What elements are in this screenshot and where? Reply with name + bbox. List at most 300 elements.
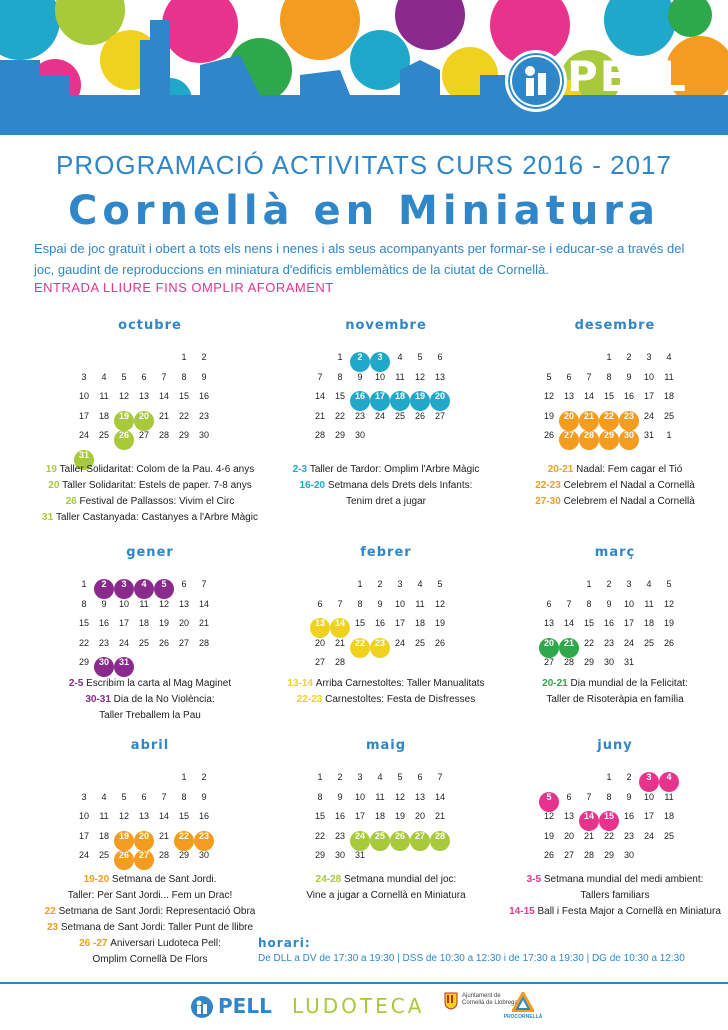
highlighted-day: 28	[430, 831, 450, 851]
event-line	[40, 676, 260, 692]
highlighted-day: 3	[639, 772, 659, 792]
month-events	[276, 462, 496, 510]
calendar-day: 18	[98, 410, 109, 421]
procornella-text: PROCORNELLÀ	[503, 1014, 543, 1020]
calendar-day: 9	[377, 598, 383, 609]
highlighted-day: 19	[114, 411, 134, 431]
calendar-day: 22	[583, 637, 594, 648]
event-line	[276, 872, 496, 888]
event-line	[40, 478, 260, 494]
event-text: Aniversari Ludoteca Pell:	[110, 938, 221, 949]
calendar-day: 29	[583, 657, 594, 667]
calendar-day: 19	[394, 811, 405, 821]
calendar-day: 9	[626, 791, 632, 802]
calendar-day: 1	[81, 579, 87, 589]
calendar-day: 1	[586, 579, 592, 589]
calendar-day: 10	[374, 371, 385, 382]
calendar-day: 6	[566, 371, 572, 382]
calendar-day: 17	[394, 618, 405, 628]
calendar-day: 15	[78, 618, 89, 628]
highlighted-day: 20	[539, 638, 559, 658]
calendar-day: 26	[663, 637, 674, 648]
event-date: 22-23	[296, 694, 326, 705]
highlighted-day: 27	[410, 831, 430, 851]
calendar-day: 16	[623, 391, 634, 401]
pell-small-icon	[190, 995, 214, 1019]
calendar-day: 9	[201, 791, 207, 802]
event-text: Setmana mundial del joc:	[344, 874, 457, 885]
calendar-day: 15	[354, 618, 365, 628]
procornella-triangle-icon	[512, 992, 534, 1012]
highlighted-day: 20	[134, 411, 154, 431]
month-events	[505, 676, 725, 708]
calendar-day: 18	[98, 830, 109, 841]
highlighted-day: 20	[430, 391, 450, 411]
calendar-day: 10	[118, 598, 129, 609]
event-line	[276, 692, 496, 708]
calendar-day: 3	[646, 352, 652, 362]
highlighted-day: 29	[599, 430, 619, 450]
ajuntament-line1: Ajuntament de	[462, 993, 501, 999]
highlighted-day: 21	[579, 411, 599, 431]
highlighted-day: 4	[659, 772, 679, 792]
highlighted-day: 30	[94, 657, 114, 677]
event-text: Taller Solidaritat: Estels de paper. 7-8 anys	[62, 480, 252, 491]
calendar-day: 18	[414, 618, 425, 628]
event-line	[276, 676, 496, 692]
calendar-day: 13	[543, 618, 554, 628]
calendar-day: 15	[583, 618, 594, 628]
calendar-day: 17	[354, 811, 365, 821]
highlighted-day: 5	[539, 792, 559, 812]
calendar-day: 19	[663, 618, 674, 628]
calendar-day: 29	[178, 850, 189, 860]
event-date: 20-21	[547, 464, 577, 475]
calendar-day: 29	[178, 430, 189, 440]
calendar-day: 5	[546, 371, 552, 382]
calendar-day: 29	[78, 657, 89, 667]
calendar-day: 26	[158, 637, 169, 648]
calendar-day: 10	[643, 791, 654, 802]
calendar-day: 5	[417, 352, 423, 362]
highlighted-day: 3	[370, 352, 390, 372]
calendar-day: 24	[78, 850, 89, 860]
calendar-day: 5	[437, 579, 443, 589]
calendar-day: 3	[81, 791, 87, 802]
calendar-day: 4	[101, 791, 107, 802]
calendar-day: 9	[606, 598, 612, 609]
calendar-day: 1	[317, 772, 323, 782]
event-text: Setmana de Sant Jordi: Representació Obra	[58, 906, 256, 917]
calendar-day: 30	[603, 657, 614, 667]
calendar-day: 10	[354, 791, 365, 802]
calendar-day: 24	[643, 830, 654, 841]
highlighted-day: 22	[350, 638, 370, 658]
calendar-day: 7	[566, 598, 572, 609]
event-date: 3-5	[526, 874, 544, 885]
event-line	[505, 872, 725, 888]
calendar-day: 1	[181, 772, 187, 782]
month-events	[276, 872, 496, 904]
calendar-day: 25	[98, 430, 109, 440]
calendar-day: 8	[81, 598, 87, 609]
calendar-day: 23	[623, 830, 634, 841]
calendar-day: 1	[357, 579, 363, 589]
calendar-day: 7	[161, 371, 167, 382]
calendar-day: 12	[118, 391, 129, 401]
calendar-day: 10	[78, 811, 89, 821]
event-line	[276, 478, 496, 494]
calendar-day: 22	[334, 410, 345, 421]
calendar-day: 15	[178, 391, 189, 401]
event-text: Setmana mundial del medi ambient:	[543, 874, 704, 885]
calendar-day: 7	[161, 791, 167, 802]
event-text: Festival de Pallassos: Vivim el Circ	[79, 496, 235, 507]
event-text: Taller: Per Sant Jordi... Fem un Drac!	[67, 890, 233, 901]
calendar-day: 17	[78, 410, 89, 421]
event-text: Tallers familiars	[580, 890, 650, 901]
event-date: 26 -27	[79, 938, 111, 949]
highlighted-day: 22	[174, 831, 194, 851]
calendar-day: 6	[141, 791, 147, 802]
highlighted-day: 23	[619, 411, 639, 431]
event-date: 26	[65, 496, 80, 507]
calendar-day: 31	[643, 430, 654, 440]
calendar-day: 3	[357, 772, 363, 782]
horari-text: De DLL a DV de 17:30 a 19:30 | DSS de 10:30 a 12:30 i de 17:30 a 19:30 | DG de 10:30 a 12:30	[258, 953, 685, 964]
calendar-day: 25	[98, 850, 109, 860]
highlighted-day: 23	[194, 831, 214, 851]
calendar-day: 11	[375, 791, 385, 802]
event-line	[40, 494, 260, 510]
calendar-day: 23	[334, 830, 345, 841]
calendar-day: 5	[121, 791, 127, 802]
calendar-day: 25	[138, 637, 149, 648]
calendar-day: 14	[198, 598, 209, 609]
calendar-day: 11	[99, 811, 109, 821]
event-date: 23	[46, 922, 61, 933]
month-name: desembre	[574, 318, 656, 333]
calendar-day: 8	[337, 371, 343, 382]
calendar-day: 30	[334, 850, 345, 860]
calendar-day: 20	[314, 637, 325, 648]
event-text: Tenim dret a jugar	[345, 496, 427, 507]
calendar-day: 19	[543, 410, 554, 421]
event-text: Nadal: Fem cagar el Tió	[576, 464, 683, 475]
calendar-day: 24	[78, 430, 89, 440]
calendar-day: 18	[663, 811, 674, 821]
calendar-day: 26	[543, 430, 554, 440]
highlighted-day: 14	[579, 811, 599, 831]
highlighted-day: 25	[370, 831, 390, 851]
event-date: 22	[44, 906, 59, 917]
calendar-day: 25	[663, 410, 674, 421]
calendar-day: 9	[357, 371, 363, 382]
highlighted-day: 26	[114, 430, 134, 450]
calendar-day: 6	[181, 579, 187, 589]
calendar-day: 31	[623, 657, 634, 667]
calendar-day: 23	[98, 637, 109, 648]
event-line	[505, 676, 725, 692]
event-line	[40, 952, 260, 968]
calendar-day: 15	[178, 811, 189, 821]
calendar-day: 11	[664, 371, 674, 382]
month-name: octubre	[118, 318, 182, 333]
calendar-day: 12	[394, 791, 405, 802]
calendar-day: 12	[543, 391, 554, 401]
event-line	[40, 936, 260, 952]
calendar-day: 21	[583, 830, 594, 841]
highlighted-day: 28	[579, 430, 599, 450]
calendar-day: 29	[603, 850, 614, 860]
page-subtitle: Cornellà en Miniatura	[67, 188, 661, 234]
event-line	[40, 920, 260, 936]
event-line	[40, 462, 260, 478]
calendar-day: 12	[158, 598, 169, 609]
calendar-day: 30	[198, 850, 209, 860]
calendar-day: 11	[99, 391, 109, 401]
event-text: Taller de Tardor: Omplim l'Arbre Màgic	[309, 464, 480, 475]
footer-pell-text: PELL	[218, 994, 272, 1018]
footer-pell-logo	[190, 992, 280, 1022]
calendar-day: 25	[414, 637, 425, 648]
event-date: 24-28	[315, 874, 345, 885]
month-name: novembre	[345, 318, 427, 333]
event-text: Omplim Cornellà De Flors	[92, 954, 208, 965]
calendar-day: 2	[606, 579, 612, 589]
event-text: Taller Castanyada: Castanyes a l'Arbre Màgic	[55, 512, 258, 523]
calendar-day: 16	[374, 618, 385, 628]
calendar-day: 28	[158, 430, 169, 440]
event-date: 13-14	[287, 678, 316, 689]
month-name: juny	[597, 738, 633, 753]
calendar-day: 25	[643, 637, 654, 648]
entrada-notice: ENTRADA LLIURE FINS OMPLIR AFORAMENT	[34, 280, 334, 295]
event-text: Setmana de Sant Jordi: Taller Punt de llibre	[60, 922, 254, 933]
calendar-day: 6	[417, 772, 423, 782]
calendar-day: 28	[583, 850, 594, 860]
calendar-day: 12	[543, 811, 554, 821]
calendar-day: 27	[138, 430, 149, 440]
month-events	[40, 462, 260, 526]
highlighted-day: 4	[134, 579, 154, 599]
calendar-day: 4	[101, 371, 107, 382]
calendar-day: 2	[377, 579, 383, 589]
calendar-day: 14	[314, 391, 325, 401]
calendar-day: 7	[586, 371, 592, 382]
calendar-day: 13	[414, 791, 425, 802]
calendar-day: 7	[437, 772, 443, 782]
calendar-day: 4	[377, 772, 383, 782]
calendar-day: 18	[663, 391, 674, 401]
calendar-day: 20	[178, 618, 189, 628]
calendar-day: 8	[606, 791, 612, 802]
event-date: 20-21	[542, 678, 571, 689]
calendar-day: 18	[138, 618, 149, 628]
event-line	[276, 888, 496, 904]
highlighted-day: 21	[559, 638, 579, 658]
calendar-day: 26	[543, 850, 554, 860]
event-date: 19	[45, 464, 60, 475]
event-date: 19-20	[83, 874, 112, 885]
calendar-day: 1	[606, 352, 612, 362]
month-events	[40, 676, 260, 724]
calendar-day: 13	[563, 811, 574, 821]
calendar-day: 8	[586, 598, 592, 609]
calendar-day: 13	[178, 598, 189, 609]
calendar-day: 2	[201, 772, 207, 782]
event-date: 27-30	[535, 496, 564, 507]
calendar-day: 1	[606, 772, 612, 782]
calendar-day: 7	[201, 579, 207, 589]
calendar-day: 10	[394, 598, 405, 609]
month-events	[505, 462, 725, 510]
event-line	[40, 692, 260, 708]
calendar-day: 7	[337, 598, 343, 609]
month-name: maig	[365, 738, 407, 753]
calendar-day: 25	[663, 830, 674, 841]
month-name: abril	[130, 738, 170, 753]
event-text: Arriba Carnestoltes: Taller Manualitats	[315, 678, 485, 689]
calendar-day: 24	[374, 410, 385, 421]
calendar-day: 19	[434, 618, 445, 628]
calendar-day: 17	[643, 811, 654, 821]
footer-divider	[0, 982, 728, 984]
calendar-day: 2	[201, 352, 207, 362]
calendar-day: 26	[414, 410, 425, 421]
calendar-day: 2	[337, 772, 343, 782]
calendar-day: 9	[201, 371, 207, 382]
calendar-day: 15	[314, 811, 325, 821]
calendar-day: 16	[603, 618, 614, 628]
calendar-day: 6	[141, 371, 147, 382]
footer-ludoteca-text: LUDOTECA	[292, 994, 425, 1018]
calendar-day: 6	[566, 791, 572, 802]
highlighted-day: 2	[350, 352, 370, 372]
calendar-day: 17	[623, 618, 634, 628]
highlighted-day: 31	[114, 657, 134, 677]
calendar-day: 21	[198, 618, 209, 628]
event-date: 20	[48, 480, 63, 491]
calendar-day: 18	[374, 811, 385, 821]
event-line	[505, 462, 725, 478]
calendar-day: 16	[198, 391, 209, 401]
calendar-day: 3	[626, 579, 632, 589]
calendar-day: 21	[434, 811, 445, 821]
ajuntament-shield-icon	[444, 992, 458, 1010]
calendar-day: 30	[623, 850, 634, 860]
calendar-day: 6	[546, 598, 552, 609]
calendar-day: 1	[666, 430, 672, 440]
calendar-day: 27	[178, 637, 189, 648]
event-text: Celebrem el Nadal a Cornellà	[563, 480, 695, 491]
highlighted-day: 16	[350, 391, 370, 411]
event-line	[40, 708, 260, 724]
calendar-day: 9	[337, 791, 343, 802]
calendar-day: 4	[666, 352, 672, 362]
page-title: PROGRAMACIÓ ACTIVITATS CURS 2016 - 2017	[56, 150, 672, 180]
ajuntament-line2: Cornellà de Llobregat	[462, 1000, 520, 1006]
event-text: Setmana dels Drets dels Infants:	[327, 480, 473, 491]
calendar-day: 11	[644, 598, 654, 609]
calendar-day: 16	[98, 618, 109, 628]
highlighted-day: 20	[134, 831, 154, 851]
calendar-day: 16	[198, 811, 209, 821]
highlighted-day: 13	[310, 618, 330, 638]
pell-logo	[505, 50, 705, 110]
calendar-day: 12	[434, 598, 445, 609]
calendar-day: 14	[583, 391, 594, 401]
calendar-day: 27	[434, 410, 445, 421]
calendar-day: 20	[414, 811, 425, 821]
highlighted-day: 2	[94, 579, 114, 599]
calendar-day: 9	[101, 598, 107, 609]
calendar-day: 21	[158, 830, 169, 841]
calendar-day: 10	[623, 598, 634, 609]
calendar-day: 5	[666, 579, 672, 589]
calendar-day: 10	[78, 391, 89, 401]
horari-title: horari:	[258, 936, 311, 950]
event-line	[40, 904, 260, 920]
calendar-day: 16	[623, 811, 634, 821]
calendar-day: 13	[563, 391, 574, 401]
month-events	[505, 872, 725, 920]
event-date: 22-23	[535, 480, 564, 491]
header-banner	[0, 0, 728, 135]
calendar-day: 11	[664, 791, 674, 802]
event-line	[276, 462, 496, 478]
horari	[258, 936, 685, 964]
calendar-day: 24	[394, 637, 405, 648]
calendar-day: 6	[317, 598, 323, 609]
event-line	[505, 904, 725, 920]
calendar-day: 13	[138, 811, 149, 821]
event-line	[505, 692, 725, 708]
event-line	[40, 888, 260, 904]
calendar-day: 3	[397, 579, 403, 589]
event-date: 31	[42, 512, 56, 523]
calendar-day: 22	[314, 830, 325, 841]
event-text: Taller Solidaritat: Colom de la Pau. 4-6 anys	[59, 464, 255, 475]
calendar-day: 26	[434, 637, 445, 648]
calendar-day: 19	[158, 618, 169, 628]
calendar-day: 8	[606, 371, 612, 382]
calendar-day: 22	[78, 637, 89, 648]
highlighted-day: 26	[390, 831, 410, 851]
month-name: gener	[126, 545, 174, 560]
calendar-day: 2	[626, 772, 632, 782]
calendar-day: 18	[643, 618, 654, 628]
calendar-day: 24	[118, 637, 129, 648]
calendar-day: 5	[121, 371, 127, 382]
event-text: Taller de Risoteràpia en família	[546, 694, 684, 705]
calendar-day: 24	[623, 637, 634, 648]
highlighted-day: 27	[559, 430, 579, 450]
calendar-day: 14	[158, 391, 169, 401]
calendar-day: 27	[563, 850, 574, 860]
calendar-day: 21	[158, 410, 169, 421]
calendar-day: 11	[395, 371, 405, 382]
calendar-day: 30	[198, 430, 209, 440]
calendar-day: 1	[337, 352, 343, 362]
calendar-day: 8	[357, 598, 363, 609]
calendar-day: 7	[586, 791, 592, 802]
calendar-day: 17	[643, 391, 654, 401]
calendar-day: 14	[563, 618, 574, 628]
event-text: Dia de la No Violència:	[113, 694, 215, 705]
calendar-day: 17	[78, 830, 89, 841]
highlighted-day: 24	[350, 831, 370, 851]
